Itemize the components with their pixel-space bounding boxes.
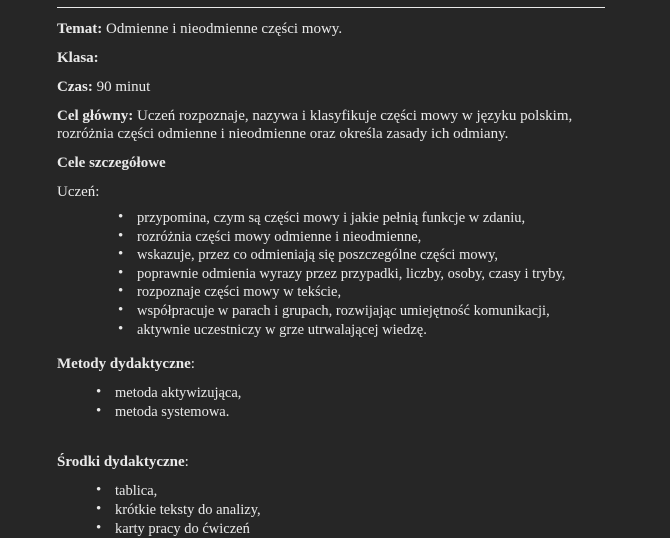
main-goal-value: Uczeń rozpoznaje, nazywa i klasyfikuje części mowy w języku polskim, rozróżnia części odmienne i nieodmienne oraz określa zasady ich odmiany. <box>57 108 573 142</box>
list-item: • metoda systemowa. <box>57 403 606 422</box>
resources-heading <box>57 453 606 471</box>
list-item: • metoda aktywizująca, <box>57 384 606 403</box>
list-item: • poprawnie odmienia wyrazy przez przypadki, liczby, osoby, czasy i tryby, <box>57 265 606 284</box>
resources-list <box>57 482 606 538</box>
methods-heading <box>57 355 606 373</box>
field-klasa-label: Klasa: <box>57 50 99 66</box>
main-goal-label: Cel główny: <box>57 108 134 124</box>
list-item: • współpracuje w parach i grupach, rozwijając umiejętność komunikacji, <box>57 302 606 321</box>
list-item: • krótkie teksty do analizy, <box>57 501 606 520</box>
field-czas-value: 90 minut <box>96 79 151 95</box>
list-item: • rozróżnia części mowy odmienne i nieodmienne, <box>57 228 606 247</box>
header-prowadzacy <box>57 0 606 3</box>
detailed-goals-heading: Cele szczegółowe <box>57 155 166 171</box>
field-temat-value: Odmienne i nieodmienne części mowy. <box>106 21 343 37</box>
list-item: • wskazuje, przez co odmieniają się poszczególne części mowy, <box>57 246 606 265</box>
detailed-goals-intro: Uczeń: <box>57 184 100 200</box>
main-goal <box>57 107 606 143</box>
list-item: • przypomina, czym są części mowy i jakie pełnią funkcje w zdaniu, <box>57 209 606 228</box>
spacer <box>57 421 606 453</box>
methods-colon: : <box>190 356 195 373</box>
document-body <box>57 0 606 538</box>
methods-list <box>57 384 606 421</box>
list-item: • rozpoznaje części mowy w tekście, <box>57 283 606 302</box>
resources-label: Środki dydaktyczne <box>57 454 185 471</box>
resources-colon: : <box>184 454 189 471</box>
detailed-goals-list <box>57 209 606 339</box>
field-klasa <box>57 49 606 67</box>
spacer <box>57 339 606 355</box>
list-item: • karty pracy do ćwiczeń <box>57 520 606 538</box>
field-czas-label: Czas: <box>57 79 93 95</box>
list-item: • tablica, <box>57 482 606 501</box>
field-temat-label: Temat: <box>57 21 103 37</box>
field-czas <box>57 78 606 96</box>
header-divider <box>57 7 605 8</box>
field-temat <box>57 20 606 38</box>
list-item: • aktywnie uczestniczy w grze utrwalającej wiedzę. <box>57 321 606 340</box>
methods-label: Metody dydaktyczne <box>57 356 191 373</box>
